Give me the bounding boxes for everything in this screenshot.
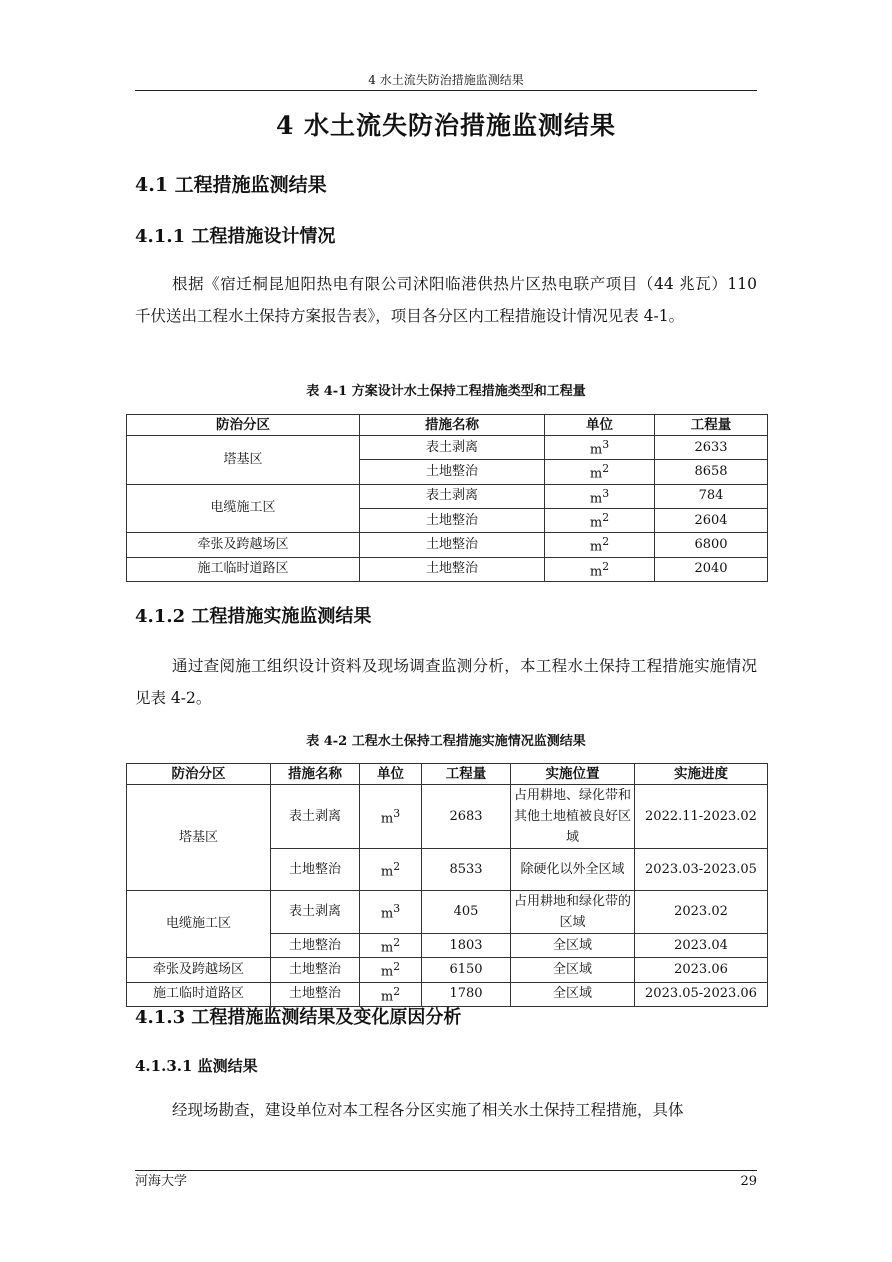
footer-institution: 河海大学 bbox=[135, 1174, 188, 1189]
unit-exponent: 3 bbox=[393, 902, 401, 916]
quantity-cell: 1803 bbox=[422, 934, 511, 958]
quantity-cell: 6150 bbox=[422, 958, 511, 982]
unit-exponent: 2 bbox=[393, 936, 401, 949]
running-header: 4 水土流失防治措施监测结果 bbox=[135, 72, 757, 91]
zone-cell: 牵张及跨越场区 bbox=[127, 958, 271, 982]
quantity-cell: 8533 bbox=[422, 849, 511, 891]
location-cell: 占用耕地、绿化带和其他土地植被良好区域 bbox=[511, 785, 635, 849]
quantity-cell: 1780 bbox=[422, 982, 511, 1006]
unit-cell bbox=[360, 891, 422, 934]
unit-exponent: 2 bbox=[602, 535, 610, 549]
table-header-row bbox=[127, 415, 768, 436]
unit-exponent: 3 bbox=[602, 438, 610, 451]
table-4-1 bbox=[126, 414, 768, 582]
location-cell: 全区域 bbox=[511, 982, 635, 1006]
unit-cell bbox=[545, 533, 655, 557]
quantity-cell: 784 bbox=[655, 484, 768, 508]
measure-cell: 土地整治 bbox=[271, 958, 360, 982]
chapter-title: 4 水土流失防治措施监测结果 bbox=[275, 111, 617, 140]
header-cell: 工程量 bbox=[655, 415, 768, 436]
schedule-cell: 2023.03-2023.05 bbox=[635, 849, 768, 891]
zone-cell: 施工临时道路区 bbox=[127, 557, 360, 581]
unit-base: m bbox=[589, 466, 603, 482]
table-row bbox=[127, 785, 768, 849]
unit-base: m bbox=[380, 988, 394, 1004]
unit-cell bbox=[360, 785, 422, 849]
unit-base: m bbox=[380, 906, 394, 922]
zone-cell: 塔基区 bbox=[127, 785, 271, 891]
unit-exponent: 2 bbox=[393, 984, 401, 998]
section-heading-4-1-3: 4.1.3 工程措施监测结果及变化原因分析 bbox=[135, 1007, 462, 1028]
measure-cell: 表土剥离 bbox=[360, 436, 545, 460]
unit-exponent: 3 bbox=[393, 806, 401, 820]
header-cell: 单位 bbox=[360, 764, 422, 785]
quantity-cell: 6800 bbox=[655, 533, 768, 557]
zone-cell: 塔基区 bbox=[127, 436, 360, 485]
unit-base: m bbox=[380, 811, 394, 827]
unit-exponent: 2 bbox=[393, 859, 401, 873]
measure-cell: 土地整治 bbox=[360, 460, 545, 484]
unit-cell bbox=[545, 436, 655, 460]
measure-cell: 表土剥离 bbox=[271, 891, 360, 934]
section-heading-4-1: 4.1 工程措施监测结果 bbox=[135, 174, 327, 196]
unit-exponent: 2 bbox=[393, 960, 401, 974]
measure-cell: 土地整治 bbox=[360, 508, 545, 532]
section-heading-4-1-1: 4.1.1 工程措施设计情况 bbox=[135, 226, 336, 247]
header-cell: 防治分区 bbox=[127, 764, 271, 785]
measure-cell: 表土剥离 bbox=[360, 484, 545, 508]
location-cell: 全区域 bbox=[511, 958, 635, 982]
unit-cell bbox=[545, 460, 655, 484]
unit-base: m bbox=[589, 490, 603, 506]
unit-cell bbox=[360, 958, 422, 982]
unit-exponent: 3 bbox=[602, 486, 610, 500]
schedule-cell: 2023.06 bbox=[635, 958, 768, 982]
unit-base: m bbox=[589, 539, 603, 555]
quantity-cell: 2683 bbox=[422, 785, 511, 849]
unit-cell bbox=[360, 934, 422, 958]
unit-base: m bbox=[380, 940, 394, 956]
header-cell: 措施名称 bbox=[271, 764, 360, 785]
schedule-cell: 2023.02 bbox=[635, 891, 768, 934]
section-heading-4-1-2: 4.1.2 工程措施实施监测结果 bbox=[135, 606, 372, 627]
header-cell: 工程量 bbox=[422, 764, 511, 785]
unit-cell bbox=[545, 484, 655, 508]
quantity-cell: 2633 bbox=[655, 436, 768, 460]
quantity-cell: 2604 bbox=[655, 508, 768, 532]
location-cell: 全区域 bbox=[511, 934, 635, 958]
unit-cell bbox=[545, 557, 655, 581]
table-row bbox=[127, 982, 768, 1006]
unit-exponent: 2 bbox=[602, 510, 610, 524]
unit-base: m bbox=[589, 563, 603, 579]
header-cell: 措施名称 bbox=[360, 415, 545, 436]
table-row bbox=[127, 436, 768, 460]
quantity-cell: 405 bbox=[422, 891, 511, 934]
measure-cell: 表土剥离 bbox=[271, 785, 360, 849]
header-cell: 单位 bbox=[545, 415, 655, 436]
quantity-cell: 8658 bbox=[655, 460, 768, 484]
table-4-2-caption: 表 4-2 工程水土保持工程措施实施情况监测结果 bbox=[306, 734, 586, 749]
table-row bbox=[127, 891, 768, 934]
measure-cell: 土地整治 bbox=[271, 982, 360, 1006]
unit-base: m bbox=[589, 515, 603, 531]
zone-cell: 牵张及跨越场区 bbox=[127, 533, 360, 557]
unit-cell bbox=[360, 849, 422, 891]
unit-base: m bbox=[589, 442, 603, 458]
paragraph-design-intro: 根据《宿迁桐昆旭阳热电有限公司沭阳临港供热片区热电联产项目（44 兆瓦）110 千伏送出工程水土保持方案报告表》，项目各分区内工程措施设计情况见表 4-1。 bbox=[135, 275, 757, 325]
zone-cell: 施工临时道路区 bbox=[127, 982, 271, 1006]
page-number: 29 bbox=[740, 1174, 757, 1189]
measure-cell: 土地整治 bbox=[271, 849, 360, 891]
table-row bbox=[127, 557, 768, 581]
zone-cell: 电缆施工区 bbox=[127, 484, 360, 533]
header-cell: 防治分区 bbox=[127, 415, 360, 436]
header-cell: 实施位置 bbox=[511, 764, 635, 785]
table-4-1-caption: 表 4-1 方案设计水土保持工程措施类型和工程量 bbox=[306, 384, 586, 399]
footer-divider bbox=[135, 1170, 757, 1171]
header-cell: 实施进度 bbox=[635, 764, 768, 785]
zone-cell: 电缆施工区 bbox=[127, 891, 271, 958]
table-row bbox=[127, 484, 768, 508]
unit-cell bbox=[360, 982, 422, 1006]
unit-cell bbox=[545, 508, 655, 532]
measure-cell: 土地整治 bbox=[360, 557, 545, 581]
table-header-row bbox=[127, 764, 768, 785]
quantity-cell: 2040 bbox=[655, 557, 768, 581]
section-heading-4-1-3-1: 4.1.3.1 监测结果 bbox=[135, 1057, 258, 1075]
table-row bbox=[127, 533, 768, 557]
unit-exponent: 2 bbox=[602, 462, 610, 476]
table-row bbox=[127, 958, 768, 982]
paragraph-monitoring-result: 经现场勘查，建设单位对本工程各分区实施了相关水土保持工程措施，具体 bbox=[172, 1101, 684, 1119]
unit-base: m bbox=[380, 964, 394, 980]
measure-cell: 土地整治 bbox=[360, 533, 545, 557]
schedule-cell: 2022.11-2023.02 bbox=[635, 785, 768, 849]
table-4-2 bbox=[126, 763, 768, 1007]
unit-exponent: 2 bbox=[602, 559, 610, 573]
location-cell: 除硬化以外全区域 bbox=[511, 849, 635, 891]
schedule-cell: 2023.05-2023.06 bbox=[635, 982, 768, 1006]
unit-base: m bbox=[380, 864, 394, 880]
schedule-cell: 2023.04 bbox=[635, 934, 768, 958]
location-cell: 占用耕地和绿化带的区域 bbox=[511, 891, 635, 934]
paragraph-implementation-intro: 通过查阅施工组织设计资料及现场调查监测分析，本工程水土保持工程措施实施情况见表 4-2。 bbox=[135, 657, 757, 707]
measure-cell: 土地整治 bbox=[271, 934, 360, 958]
